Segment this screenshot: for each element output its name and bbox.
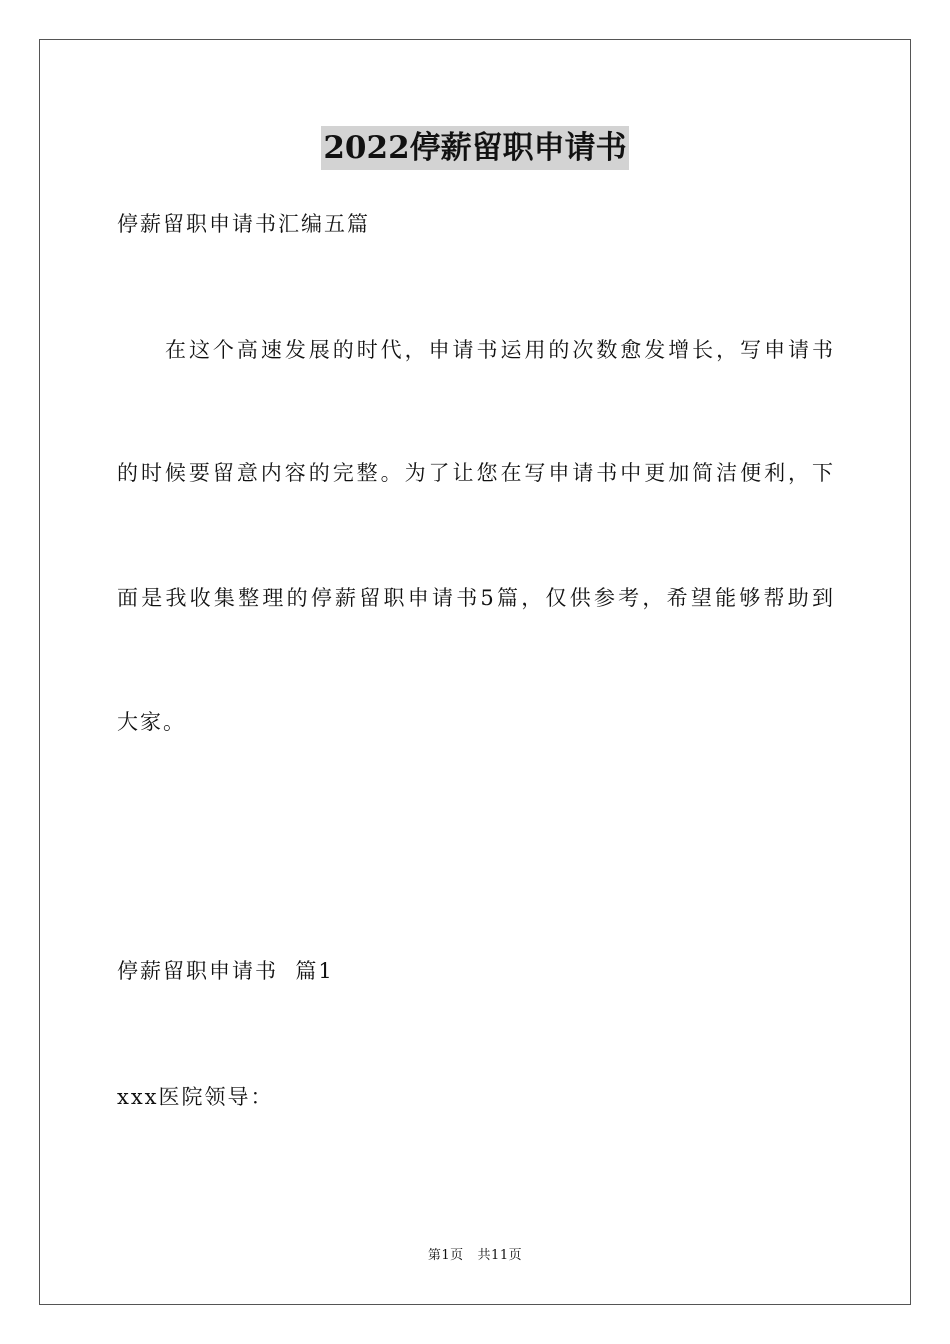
- document-title: 2022停薪留职申请书: [321, 126, 628, 170]
- page-footer: 第1页 共11页: [427, 1248, 523, 1263]
- intro-line-1: 在这个高速发展的时代，申请书运用的次数愈发增长，写申请书: [165, 338, 833, 362]
- intro-line-2: 的时候要留意内容的完整。为了让您在写申请书中更加简洁便利，下: [117, 461, 833, 485]
- salutation: xxx医院领导：: [117, 1085, 274, 1109]
- document-title-container: [0, 126, 950, 175]
- section-heading: 停薪留职申请书 篇1: [117, 959, 334, 983]
- intro-line-3: 面是我收集整理的停薪留职申请书5篇，仅供参考，希望能够帮助到: [117, 586, 833, 610]
- intro-line-4: 大家。: [117, 710, 186, 734]
- document-subtitle: 停薪留职申请书汇编五篇: [117, 212, 370, 236]
